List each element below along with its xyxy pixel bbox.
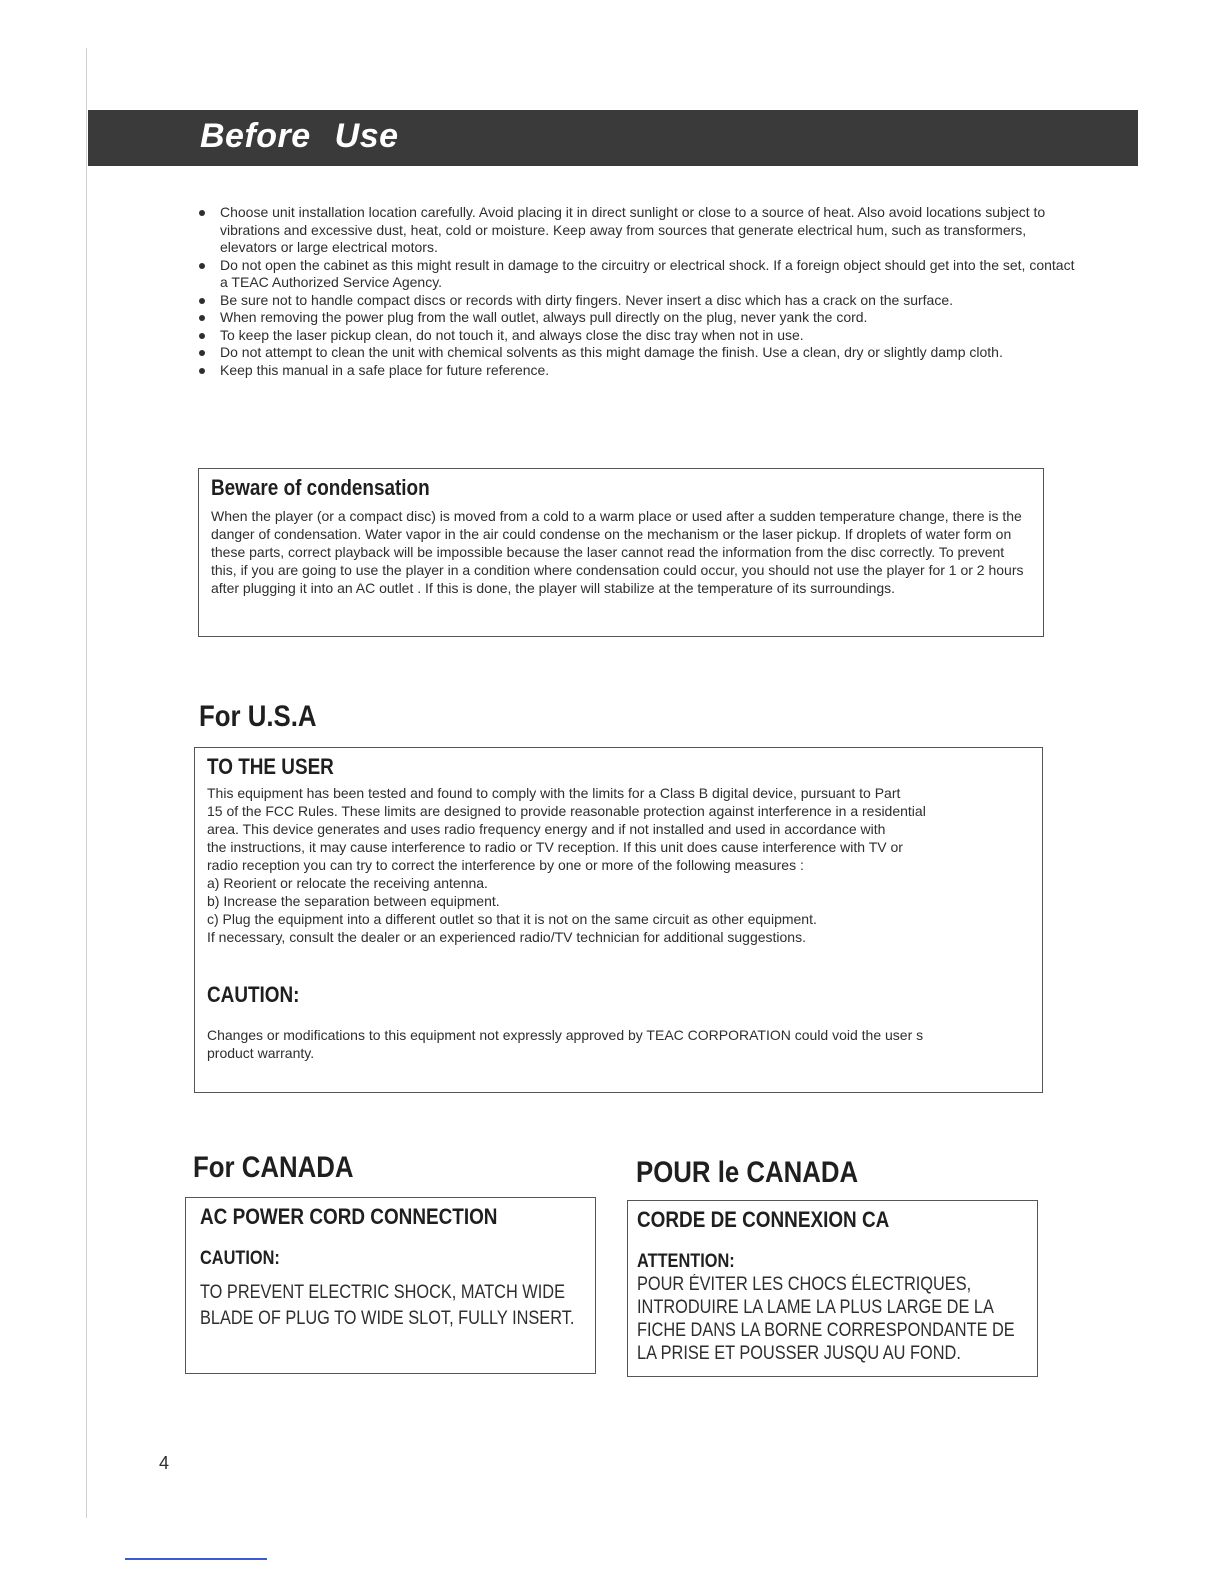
list-item: Do not attempt to clean the unit with chemical solvents as this might damage the finish. Use a clean, dry or slightly damp cloth. [198, 344, 1078, 362]
canada-fr-attention-label: ATTENTION: [637, 1251, 735, 1272]
fcc-line: 15 of the FCC Rules. These limits are designed to provide reasonable protection against interference in a residential [207, 803, 926, 819]
condensation-box [198, 468, 1044, 637]
caution-line: product warranty. [207, 1045, 315, 1061]
binding-line [86, 48, 87, 1518]
fcc-line: If necessary, consult the dealer or an experienced radio/TV technician for additional suggestions. [207, 929, 806, 945]
list-item: When removing the power plug from the wall outlet, always pull directly on the plug, never yank the cord. [198, 309, 1078, 327]
usa-caution-text [207, 1026, 1030, 1062]
usa-caution-title: CAUTION: [207, 982, 300, 1007]
caps-line: FICHE DANS LA BORNE CORRESPONDANTE DE [637, 1320, 1015, 1341]
fcc-notice [207, 784, 1030, 946]
canada-power-cord-box [185, 1197, 596, 1374]
condensation-title: Beware of condensation [211, 475, 430, 500]
canada-fr-box-title: CORDE DE CONNEXION CA [637, 1207, 890, 1232]
page-number: 4 [159, 1453, 170, 1473]
list-item: Choose unit installation location carefully. Avoid placing it in direct sunlight or close to a source of heat. Also avoid locations subject to vibrations and excessive dust, heat, cold or moisture. Keep away from sources that generate electrical hum, such as transformers, elevators or large electrical motors. [198, 204, 1078, 257]
fcc-line: This equipment has been tested and found to comply with the limits for a Class B digital device, pursuant to Part [207, 785, 901, 801]
canada-heading: For CANADA [193, 1151, 354, 1184]
usa-heading: For U.S.A [199, 700, 317, 733]
caps-line: POUR ÉVITER LES CHOCS ÉLECTRIQUES, [637, 1274, 972, 1295]
caps-line: LA PRISE ET POUSSER JUSQU AU FOND. [637, 1343, 961, 1364]
fcc-line: radio reception you can try to correct the interference by one or more of the following measures : [207, 857, 804, 873]
list-item: Do not open the cabinet as this might result in damage to the circuitry or electrical shock. If a foreign object should get into the set, contact a TEAC Authorized Service Agency. [198, 257, 1078, 292]
fcc-line: b) Increase the separation between equipment. [207, 893, 500, 909]
caution-line: Changes or modifications to this equipment not expressly approved by TEAC CORPORATION could void the user s [207, 1027, 924, 1043]
condensation-text: When the player (or a compact disc) is moved from a cold to a warm place or used after a sudden temperature change, there is the danger of condensation. Water vapor in the air could condense on the mechanism or the laser pickup. If droplets of water form on these parts, correct playback will be impossible because the laser cannot read the information from the disc correctly. To prevent this, if you are going to use the player in a condition where condensation could occur, you should not use the player for 1 or 2 hours after plugging it into an AC outlet . If this is done, the player will stabilize at the temperature of its surroundings. [211, 508, 1024, 596]
canada-instruction [200, 1280, 581, 1332]
caps-line: BLADE OF PLUG TO WIDE SLOT, FULLY INSERT. [200, 1308, 575, 1329]
canada-caution-label: CAUTION: [200, 1248, 280, 1269]
canada-fr-instruction [637, 1273, 1028, 1365]
fcc-line: a) Reorient or relocate the receiving antenna. [207, 875, 488, 891]
canada-fr-power-cord-box [627, 1200, 1038, 1377]
list-item: Be sure not to handle compact discs or records with dirty fingers. Never insert a disc which has a crack on the surface. [198, 292, 1078, 310]
bottom-rule [125, 1558, 267, 1560]
caps-line: INTRODUIRE LA LAME LA PLUS LARGE DE LA [637, 1297, 994, 1318]
usa-notice-box [194, 747, 1043, 1093]
to-the-user-title: TO THE USER [207, 754, 334, 779]
fcc-line: c) Plug the equipment into a different outlet so that it is not on the same circuit as other equipment. [207, 911, 817, 927]
canada-box-title: AC POWER CORD CONNECTION [200, 1204, 498, 1229]
caps-line: TO PREVENT ELECTRIC SHOCK, MATCH WIDE [200, 1282, 565, 1303]
fcc-line: the instructions, it may cause interference to radio or TV reception. If this unit does cause interference with TV or [207, 839, 903, 855]
precautions-list [198, 204, 1078, 379]
fcc-line: area. This device generates and uses radio frequency energy and if not installed and used in accordance with [207, 821, 886, 837]
page-title: Before Use [200, 117, 399, 155]
list-item: To keep the laser pickup clean, do not touch it, and always close the disc tray when not in use. [198, 327, 1078, 345]
canada-fr-heading: POUR le CANADA [636, 1156, 859, 1189]
list-item: Keep this manual in a safe place for future reference. [198, 362, 1078, 380]
section-header-bar [88, 110, 1138, 166]
